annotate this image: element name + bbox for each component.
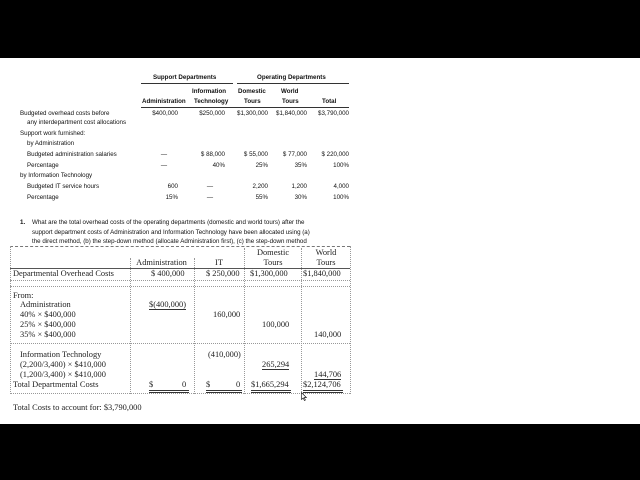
col-sep-left	[10, 246, 11, 394]
question-line-2: support department costs of Administration and Information Technology have been allocated using (a)	[32, 229, 310, 236]
salaries-world: $ 77,000	[282, 151, 307, 158]
sol-header-it: IT	[215, 258, 223, 267]
total-it-underline-1	[206, 390, 242, 391]
question-line-1: What are the total overhead costs of the operating departments (domestic and world tours) after the	[32, 219, 305, 226]
col-sep-4	[301, 248, 302, 394]
total-domestic-value: $1,665,294	[251, 380, 289, 389]
line-1200-value: 144,706	[314, 370, 342, 379]
col-header-it-line2: Technology	[194, 98, 229, 105]
dept-overhead-it: $ 250,000	[206, 269, 240, 278]
support-work-label: Support work furnished:	[20, 130, 86, 137]
hours-total: 4,000	[333, 183, 349, 190]
col-header-total: Total	[322, 98, 337, 105]
it-hours-label: Budgeted IT service hours	[27, 183, 100, 190]
row-rule-3	[10, 343, 350, 344]
pct1-world: 35%	[294, 162, 307, 169]
col-header-world-line1: World	[281, 88, 299, 95]
budgeted-label-line1: Budgeted overhead costs before	[20, 110, 110, 117]
sol-header-administration: Administration	[136, 258, 187, 267]
sol-header-domestic-2: Tours	[263, 258, 283, 267]
percentage-label-2: Percentage	[27, 194, 59, 201]
sol-header-world-2: Tours	[316, 258, 336, 267]
col-header-domestic-line1: Domestic	[238, 88, 266, 95]
line-40-label: 40% × $400,000	[20, 310, 76, 319]
budgeted-admin: $400,000	[152, 110, 178, 117]
worksheet-top-border	[10, 246, 350, 247]
row-rule-2	[10, 286, 350, 287]
hours-admin: 600	[167, 183, 178, 190]
row-rule-1	[10, 280, 350, 281]
line-1200-label: (1,200/3,400) × $410,000	[20, 370, 106, 379]
budgeted-domestic: $1,300,000	[237, 110, 268, 117]
total-costs-footer: Total Costs to account for: $3,790,000	[13, 403, 142, 412]
support-departments-header: Support Departments	[153, 74, 217, 81]
total-costs-label: Total Departmental Costs	[13, 380, 99, 389]
worksheet-bottom-border	[10, 393, 350, 394]
pct1-admin: —	[160, 162, 168, 169]
col-header-it-line1: Information	[192, 88, 227, 95]
total-admin-value: 0	[182, 380, 187, 389]
total-admin-sign: $	[149, 380, 154, 389]
total-it-sign: $	[206, 380, 211, 389]
hours-world: 1,200	[291, 183, 307, 190]
budgeted-total: $3,790,000	[318, 110, 349, 117]
total-it-value: 0	[236, 380, 241, 389]
admin-salaries-label: Budgeted administration salaries	[27, 151, 117, 158]
budgeted-label-line2: any interdepartment cost allocations	[27, 119, 127, 126]
total-domestic-underline-1	[251, 390, 291, 391]
operating-departments-header: Operating Departments	[257, 74, 326, 81]
salaries-admin: —	[160, 151, 168, 158]
pct2-it: —	[206, 194, 214, 201]
col-header-administration: Administration	[142, 98, 186, 105]
from-label: From:	[13, 291, 34, 300]
admin-alloc-label: Administration	[20, 300, 71, 309]
col-sep-3	[244, 248, 245, 394]
col-sep-1	[130, 258, 131, 394]
col-header-domestic-line2: Tours	[244, 98, 261, 105]
sol-header-domestic-1: Domestic	[256, 248, 290, 257]
col-header-world-line2: Tours	[282, 98, 299, 105]
by-admin-label: by Administration	[27, 140, 75, 147]
pct2-total: 100%	[333, 194, 349, 201]
col-header-rule	[141, 107, 349, 108]
hours-it: —	[206, 183, 214, 190]
it-alloc-value: (410,000)	[208, 350, 241, 359]
it-alloc-label: Information Technology	[20, 350, 102, 359]
pct2-domestic: 55%	[255, 194, 268, 201]
salaries-domestic: $ 55,000	[243, 151, 268, 158]
pct2-admin: 15%	[165, 194, 178, 201]
mouse-cursor-icon	[301, 392, 307, 401]
salaries-total: $ 220,000	[321, 151, 349, 158]
line-35-value: 140,000	[314, 330, 342, 339]
total-world-value: $2,124,706	[303, 380, 341, 389]
line-25-value: 100,000	[262, 320, 290, 329]
pct1-total: 100%	[333, 162, 349, 169]
total-world-underline-1	[303, 390, 343, 391]
line-2200-value: 265,294	[262, 360, 290, 369]
col-sep-right	[350, 246, 351, 394]
support-header-rule	[141, 83, 233, 84]
pct1-domestic: 25%	[255, 162, 268, 169]
percentage-label-1: Percentage	[27, 162, 59, 169]
hours-domestic: 2,200	[252, 183, 268, 190]
pct2-world: 30%	[294, 194, 307, 201]
budgeted-it: $250,000	[199, 110, 225, 117]
dept-overhead-domestic: $1,300,000	[250, 269, 288, 278]
dept-overhead-label: Departmental Overhead Costs	[13, 269, 114, 278]
line-35-label: 35% × $400,000	[20, 330, 76, 339]
sol-header-world-1: World	[315, 248, 337, 257]
salaries-it: $ 88,000	[200, 151, 225, 158]
col-sep-2	[194, 258, 195, 394]
slide-frame	[0, 58, 640, 424]
admin-alloc-value: $(400,000)	[149, 300, 186, 309]
line-25-label: 25% × $400,000	[20, 320, 76, 329]
operating-header-rule	[237, 83, 349, 84]
dept-overhead-world: $1,840,000	[303, 269, 341, 278]
question-number: 1.	[20, 219, 26, 226]
dept-overhead-admin: $ 400,000	[151, 269, 185, 278]
line-40-value: 160,000	[213, 310, 241, 319]
by-it-label: by Information Technology	[20, 172, 93, 179]
pct1-it: 40%	[212, 162, 225, 169]
question-line-3: the direct method, (b) the step-down method (allocate Administration first), (c) the step-down method	[32, 238, 307, 245]
total-admin-underline-1	[149, 390, 189, 391]
budgeted-world: $1,840,000	[276, 110, 307, 117]
line-2200-label: (2,200/3,400) × $410,000	[20, 360, 106, 369]
